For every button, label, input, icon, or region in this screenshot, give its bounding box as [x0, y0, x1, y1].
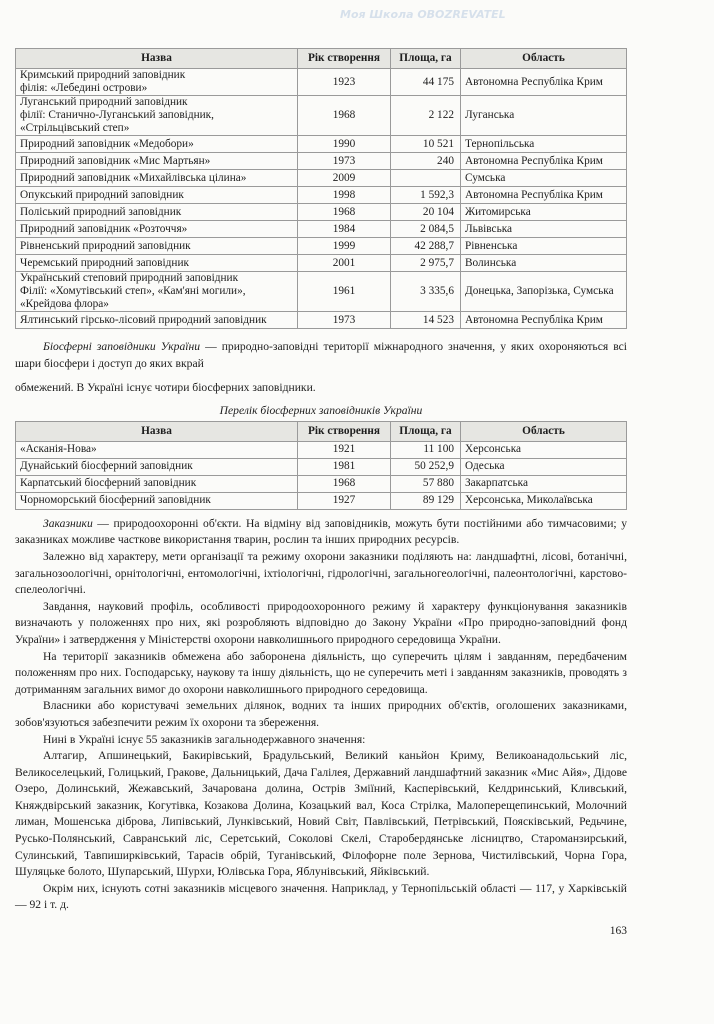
cell-year: 1968 — [298, 96, 391, 136]
cell-area: 2 122 — [391, 96, 461, 136]
cell-area — [391, 170, 461, 187]
cell-area: 1 592,3 — [391, 187, 461, 204]
cell-name: Поліський природний заповідник — [16, 204, 298, 221]
cell-year: 1990 — [298, 136, 391, 153]
cell-region: Луганська — [461, 96, 627, 136]
cell-year: 2001 — [298, 255, 391, 272]
cell-region: Житомирська — [461, 204, 627, 221]
cell-area: 240 — [391, 153, 461, 170]
cell-year: 2009 — [298, 170, 391, 187]
cell-region: Рівненська — [461, 238, 627, 255]
cell-region: Автономна Республіка Крим — [461, 69, 627, 96]
header-area: Площа, га — [391, 421, 461, 441]
table-row — [16, 238, 627, 255]
header-year: Рік створення — [298, 421, 391, 441]
paragraph: На території заказників обмежена або заборонена діяльність, що суперечить цілям і завданням, передбаченим положенням про них. Господарську, наукову та іншу діяльність, що не суперечить меті і завданням заказників, проводять з дотриманням загальних вимог до охорони навколишнього природного середовища. — [15, 649, 627, 696]
cell-year: 1927 — [298, 492, 391, 509]
table-row — [16, 204, 627, 221]
cell-region: Херсонська, Миколаївська — [461, 492, 627, 509]
cell-year: 1961 — [298, 272, 391, 312]
table-row — [16, 312, 627, 329]
table-row — [16, 187, 627, 204]
cell-name: Природний заповідник «Михайлівська цілина» — [16, 170, 298, 187]
biosphere-paragraph-end: обмежений. В Україні існує чотири біосферних заповідники. — [15, 381, 316, 395]
paragraph-text: — природоохоронні об'єкти. На відміну від заповідників, можуть бути постійними або тимчасовими; у заказниках можливе часткове використання тварин, рослин та інших природних ресурсів. — [15, 516, 627, 547]
cell-name: Природний заповідник «Мис Мартьян» — [16, 153, 298, 170]
cell-region: Автономна Республіка Крим — [461, 153, 627, 170]
cell-year: 1973 — [298, 153, 391, 170]
cell-area: 44 175 — [391, 69, 461, 96]
cell-year: 1968 — [298, 475, 391, 492]
table-row — [16, 272, 627, 312]
cell-name: Природний заповідник «Розточчя» — [16, 221, 298, 238]
biosphere-reserves-table — [15, 421, 627, 510]
cell-name: Кримський природний заповідник філія: «Лебедині острови» — [16, 69, 298, 96]
cell-name: Опукський природний заповідник — [16, 187, 298, 204]
cell-name: Чорноморський біосферний заповідник — [16, 492, 298, 509]
biosphere-term: Біосферні заповідники України — [43, 340, 201, 353]
paragraph: Залежно від характеру, мети організації та режиму охорони заказники поділяють на: ландшафтні, лісові, ботанічні, загальнозоологічні, орнітологічні, ентомологічні, іхтіологічні, гідрологічні, загальногеологічні, палеонтологічні, карстово-спелеологічні. — [15, 549, 627, 597]
table-row — [16, 153, 627, 170]
table-row — [16, 458, 627, 475]
paragraph-zakazniky — [15, 516, 627, 549]
table-header-row — [16, 421, 627, 441]
cell-name: Український степовий природний заповідник Філії: «Хомутівський степ», «Кам'яні могили», «Крейдова флора» — [16, 272, 298, 312]
header-year: Рік створення — [298, 49, 391, 69]
body-text — [15, 516, 627, 914]
cell-area: 11 100 — [391, 441, 461, 458]
table-row — [16, 69, 627, 96]
cell-area: 14 523 — [391, 312, 461, 329]
cell-year: 1968 — [298, 204, 391, 221]
table-caption: Перелік біосферних заповідників України — [219, 403, 423, 417]
cell-region: Закарпатська — [461, 475, 627, 492]
paragraph: Нині в Україні існує 55 заказників загальнодержавного значення: — [43, 732, 366, 746]
table-row — [16, 255, 627, 272]
paragraph: Завдання, науковий профіль, особливості природоохоронного режиму й характеру функціонування заказників визначають у положеннях про них, які розробляють відповідно до Закону України «Про природно-заповідний фонд України» і затвердження у Міністерстві охорони навколишнього природного середовища України. — [15, 599, 627, 646]
table-row — [16, 441, 627, 458]
paragraph-reserves-list: Алтагир, Апшинецький, Бакирівський, Брадульський, Великий каньйон Криму, Великоанадольський ліс, Великоселецький, Голицький, Гракове, Дальницький, Дача Галілея, Державний ландшафтний заказник «Мис Айя», Дідове Озеро, Долинський, Жежавський, Зачарована долина, Острів Зміїний, Касперівський, Келдринський, Кливський, Княждвірський заказник, Когутівка, Козакова Долина, Козацький вал, Коса Стрілка, Малоперещепинський, Молочний лиман, Мошенська діброва, Липівський, Лунківський, Новий Світ, Павлівський, Петрівський, Поясківський, Редьчине, Русько-Полянський, Савранський ліс, Серетський, Соколові Скелі, Старобердянське лісництво, Староманзирський, Сулинський, Тавпиширківський, Тарасів обрій, Туганівський, Філофорне поле Зернова, Чистилівський, Чорна Гора, Шуляцьке болото, Шупарський, Шурхи, Юлівська Гора, Яблунівський, Яйківський. — [15, 749, 627, 879]
cell-area: 42 288,7 — [391, 238, 461, 255]
term-zakazniky: Заказники — [43, 516, 93, 530]
cell-name: Рівненський природний заповідник — [16, 238, 298, 255]
cell-name: Луганський природний заповідник філії: Станично-Луганський заповідник, «Стрільцівський степ» — [16, 96, 298, 136]
cell-area: 89 129 — [391, 492, 461, 509]
cell-region: Сумська — [461, 170, 627, 187]
cell-area: 20 104 — [391, 204, 461, 221]
cell-region: Одеська — [461, 458, 627, 475]
header-name: Назва — [16, 421, 298, 441]
cell-name: Дунайський біосферний заповідник — [16, 458, 298, 475]
cell-area: 10 521 — [391, 136, 461, 153]
page-number: 163 — [609, 925, 627, 938]
cell-name: Черемський природний заповідник — [16, 255, 298, 272]
biosphere-text: — природно-заповідні території міжнародного значення, у яких охороняються всі шари біосфери і доступ до яких вкрай — [15, 340, 627, 370]
table-header-row — [16, 49, 627, 69]
cell-year: 1973 — [298, 312, 391, 329]
cell-name: «Асканія-Нова» — [16, 441, 298, 458]
cell-region: Львівська — [461, 221, 627, 238]
cell-region: Автономна Республіка Крим — [461, 187, 627, 204]
header-region: Область — [461, 49, 627, 69]
nature-reserves-table — [15, 48, 627, 329]
cell-area: 2 084,5 — [391, 221, 461, 238]
page-content — [15, 0, 627, 958]
table-row — [16, 475, 627, 492]
cell-year: 1921 — [298, 441, 391, 458]
paragraph: Окрім них, існують сотні заказників місцевого значення. Наприклад, у Тернопільській області — 117, у Харківській— 92 і т. д. — [15, 881, 627, 912]
cell-region: Волинська — [461, 255, 627, 272]
cell-region: Донецька, Запорізька, Сумська — [461, 272, 627, 312]
header-area: Площа, га — [391, 49, 461, 69]
cell-year: 1984 — [298, 221, 391, 238]
table-row — [16, 492, 627, 509]
paragraph: Власники або користувачі земельних ділянок, водних та інших природних об'єктів, оголошених заказниками, зобов'язуються забезпечити режим їх охорони та збереження. — [15, 699, 627, 729]
cell-area: 3 335,6 — [391, 272, 461, 312]
cell-region: Автономна Республіка Крим — [461, 312, 627, 329]
biosphere-paragraph — [15, 339, 627, 372]
cell-year: 1998 — [298, 187, 391, 204]
cell-name: Природний заповідник «Медобори» — [16, 136, 298, 153]
watermark: Моя Школа OBOZREVATEL — [340, 8, 506, 21]
table-row — [16, 170, 627, 187]
cell-area: 2 975,7 — [391, 255, 461, 272]
cell-area: 50 252,9 — [391, 458, 461, 475]
cell-year: 1981 — [298, 458, 391, 475]
cell-name: Ялтинський гірсько-лісовий природний заповідник — [16, 312, 298, 329]
cell-name: Карпатський біосферний заповідник — [16, 475, 298, 492]
cell-year: 1923 — [298, 69, 391, 96]
table-row — [16, 221, 627, 238]
header-name: Назва — [16, 49, 298, 69]
cell-area: 57 880 — [391, 475, 461, 492]
table-row — [16, 136, 627, 153]
table-row — [16, 96, 627, 136]
header-region: Область — [461, 421, 627, 441]
cell-year: 1999 — [298, 238, 391, 255]
cell-region: Тернопільська — [461, 136, 627, 153]
cell-region: Херсонська — [461, 441, 627, 458]
